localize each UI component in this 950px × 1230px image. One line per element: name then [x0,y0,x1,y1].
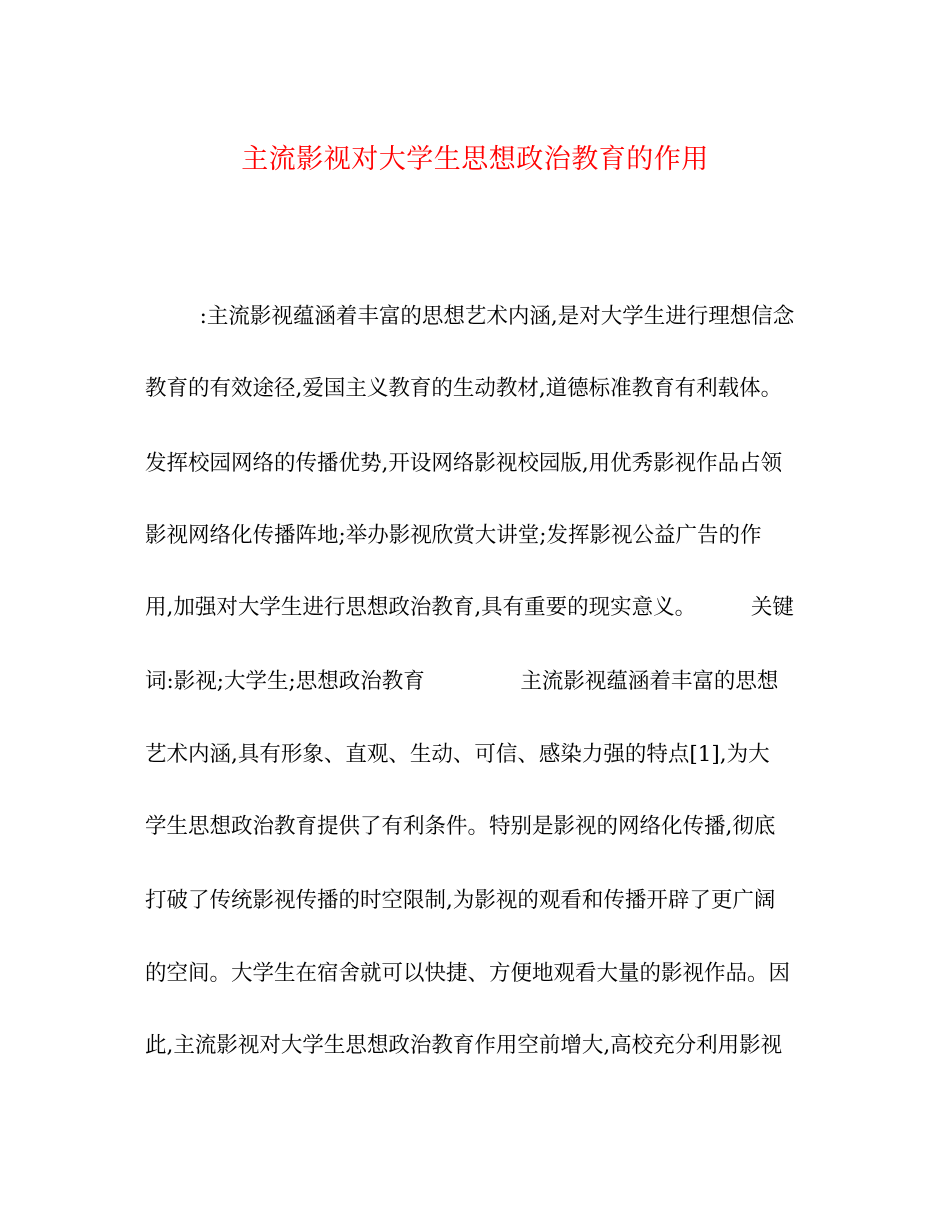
body-text-line: 用,加强对大学生进行思想政治教育,具有重要的现实意义。 关键 [145,595,794,620]
body-text-line: 的空间。大学生在宿舍就可以快捷、方便地观看大量的影视作品。因 [145,961,791,986]
document-title: 主流影视对大学生思想政治教育的作用 [241,144,709,175]
body-text-line: 发挥校园网络的传播优势,开设网络影视校园版,用优秀影视作品占领 [145,451,783,476]
body-text-line: 学生思想政治教育提供了有利条件。特别是影视的网络化传播,彻底 [145,814,776,839]
body-text-line: 艺术内涵,具有形象、直观、生动、可信、感染力强的特点[1],为大 [145,742,770,767]
body-text-line: :主流影视蕴涵着丰富的思想艺术内涵,是对大学生进行理想信念 [145,304,795,329]
body-text-line: 打破了传统影视传播的时空限制,为影视的观看和传播开辟了更广阔 [145,888,776,913]
body-text-line: 此,主流影视对大学生思想政治教育作用空前增大,高校充分利用影视 [145,1033,783,1058]
body-text-line: 词:影视;大学生;思想政治教育 主流影视蕴涵着丰富的思想 [145,669,779,694]
body-text-line: 影视网络化传播阵地;举办影视欣赏大讲堂;发挥影视公益广告的作 [145,523,762,548]
body-text-line: 教育的有效途径,爱国主义教育的生动教材,道德标准教育有利载体。 [145,376,783,401]
